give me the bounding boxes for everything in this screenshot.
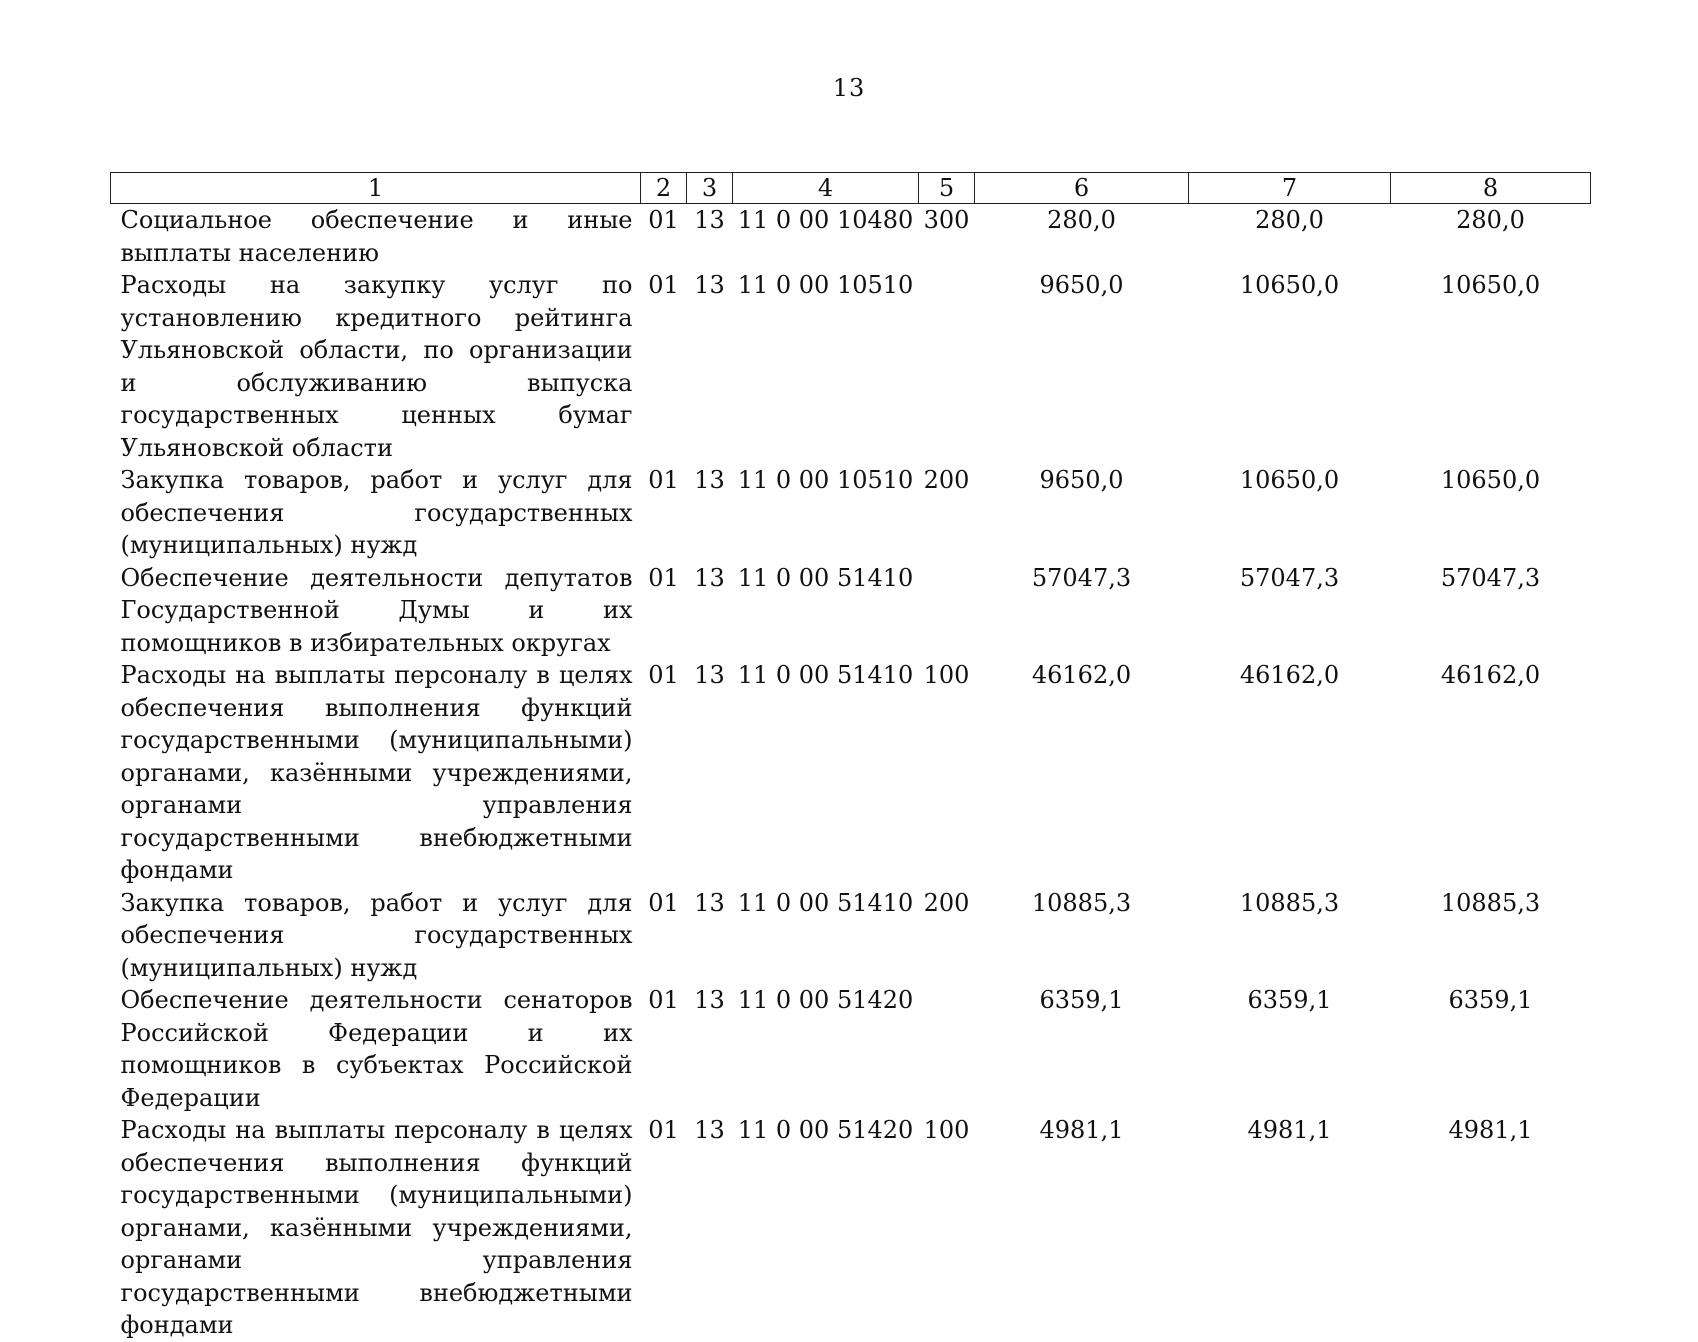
page-number: 13 <box>832 74 866 102</box>
header-cell: 2 <box>641 173 687 204</box>
row-amount-col8: 10650,0 <box>1440 271 1541 299</box>
row-expense-type <box>919 269 975 464</box>
row-amount-col6: 9650,0 <box>1039 466 1124 494</box>
row-description: Закупка товаров, работ и услуг для обеспечения государственных (муниципальных) нужд <box>120 888 633 982</box>
row-amount-col6: 4981,1 <box>1039 1116 1124 1144</box>
row-subsection-code: 13 <box>694 1116 725 1144</box>
row-section-code: 01 <box>648 888 679 917</box>
row-target-article: 11 0 00 51410 <box>737 563 914 592</box>
row-description: Расходы на выплаты персоналу в целях обеспечения выполнения функций государственными (муниципальными) органами, казёнными учреждениями, органами управления государственными внебюджетными фондами <box>120 661 633 884</box>
row-target-article: 11 0 00 10480 <box>737 206 914 234</box>
row-section-code: 01 <box>648 563 679 592</box>
row-amount-col6: 9650,0 <box>1039 271 1124 299</box>
row-description: Расходы на закупку услуг по установлению кредитного рейтинга Ульяновской области, по организации и обслуживанию выпуска государственных ценных бумаг Ульяновской области <box>120 271 633 462</box>
table-row <box>111 269 1591 464</box>
row-amount-col8: 46162,0 <box>1440 661 1541 689</box>
row-target-article: 11 0 00 10510 <box>737 271 914 299</box>
row-target-article: 11 0 00 10510 <box>737 466 914 494</box>
row-amount-col6: 57047,3 <box>1031 563 1132 592</box>
row-amount-col7: 4981,1 <box>1247 1116 1332 1144</box>
row-description: Закупка товаров, работ и услуг для обеспечения государственных (муниципальных) нужд <box>120 466 633 559</box>
table-row <box>111 659 1591 887</box>
row-amount-col7: 280,0 <box>1255 206 1324 234</box>
row-section-code: 01 <box>648 1116 679 1144</box>
row-subsection-code: 13 <box>694 271 725 299</box>
row-target-article: 11 0 00 51420 <box>737 986 914 1014</box>
header-cell: 7 <box>1189 173 1391 204</box>
row-amount-col7: 57047,3 <box>1239 563 1340 592</box>
row-amount-col7: 46162,0 <box>1239 661 1340 689</box>
row-section-code: 01 <box>648 986 679 1014</box>
header-row <box>111 173 1591 204</box>
row-amount-col7: 10650,0 <box>1239 271 1340 299</box>
table-row <box>111 1114 1591 1342</box>
table-row <box>111 464 1591 562</box>
row-amount-col8: 10650,0 <box>1440 466 1541 494</box>
row-expense-type <box>919 984 975 1114</box>
row-amount-col7: 10885,3 <box>1239 888 1340 917</box>
row-amount-col8: 10885,3 <box>1440 888 1541 917</box>
row-expense-type: 100 <box>923 1116 970 1144</box>
row-description: Обеспечение деятельности сенаторов Российской Федерации и их помощников в субъектах Российской Федерации <box>120 986 633 1112</box>
row-amount-col6: 6359,1 <box>1039 986 1124 1014</box>
header-cell: 5 <box>919 173 975 204</box>
row-amount-col7: 10650,0 <box>1239 466 1340 494</box>
row-amount-col8: 280,0 <box>1456 206 1525 234</box>
row-target-article: 11 0 00 51410 <box>737 888 914 917</box>
row-expense-type: 300 <box>923 206 970 234</box>
row-amount-col7: 6359,1 <box>1247 986 1332 1014</box>
row-target-article: 11 0 00 51410 <box>737 661 914 689</box>
row-subsection-code: 13 <box>694 206 725 234</box>
row-amount-col8: 57047,3 <box>1440 563 1541 592</box>
header-cell: 1 <box>111 173 641 204</box>
table-row <box>111 887 1591 985</box>
table-row <box>111 984 1591 1114</box>
row-description: Расходы на выплаты персоналу в целях обеспечения выполнения функций государственными (муниципальными) органами, казёнными учреждениями, органами управления государственными внебюджетными фондами <box>120 1116 633 1339</box>
row-description: Обеспечение деятельности депутатов Государственной Думы и их помощников в избирательных округах <box>120 563 633 657</box>
row-expense-type: 200 <box>923 466 970 494</box>
header-cell: 6 <box>975 173 1189 204</box>
row-subsection-code: 13 <box>694 986 725 1014</box>
row-subsection-code: 13 <box>694 888 725 917</box>
row-subsection-code: 13 <box>694 661 725 689</box>
row-target-article: 11 0 00 51420 <box>737 1116 914 1144</box>
header-cell: 3 <box>687 173 733 204</box>
table-row <box>111 204 1591 270</box>
row-expense-type <box>919 562 975 660</box>
row-subsection-code: 13 <box>694 466 725 494</box>
row-amount-col6: 46162,0 <box>1031 661 1132 689</box>
budget-table <box>110 172 1591 1342</box>
row-description: Социальное обеспечение и иные выплаты населению <box>120 206 633 267</box>
row-section-code: 01 <box>648 271 679 299</box>
row-amount-col6: 10885,3 <box>1031 888 1132 917</box>
table-row <box>111 562 1591 660</box>
header-cell: 4 <box>733 173 919 204</box>
row-amount-col6: 280,0 <box>1047 206 1116 234</box>
row-expense-type: 100 <box>923 661 970 689</box>
row-amount-col8: 6359,1 <box>1448 986 1533 1014</box>
row-amount-col8: 4981,1 <box>1448 1116 1533 1144</box>
header-cell: 8 <box>1391 173 1591 204</box>
row-section-code: 01 <box>648 661 679 689</box>
row-subsection-code: 13 <box>694 563 725 592</box>
row-section-code: 01 <box>648 466 679 494</box>
row-section-code: 01 <box>648 206 679 234</box>
row-expense-type: 200 <box>923 888 970 917</box>
